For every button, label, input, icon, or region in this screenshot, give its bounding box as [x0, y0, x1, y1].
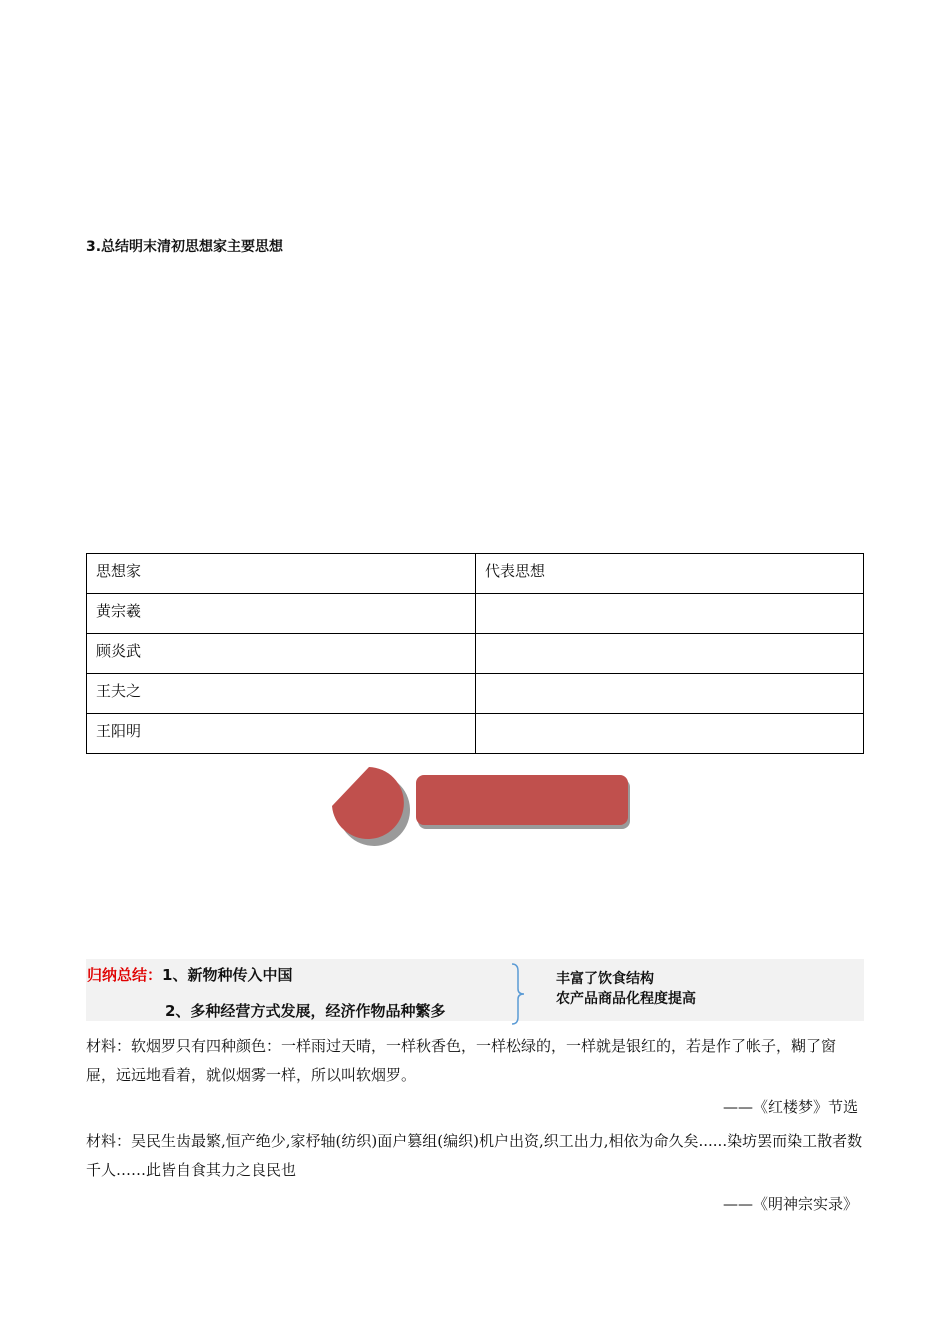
- summary-result-1: 丰富了饮食结构: [556, 971, 654, 987]
- table-header-cell: 思想家: [87, 554, 476, 594]
- thinker-name-cell: 黄宗羲: [87, 594, 476, 634]
- material-source-2: ——《明神宗实录》: [722, 1195, 858, 1213]
- thinkers-table: [86, 553, 864, 754]
- table-header-cell: 代表思想: [476, 554, 864, 594]
- summary-item-2: 2、多种经营方式发展，经济作物品种繁多: [165, 1002, 446, 1020]
- summary-line-1: [87, 964, 292, 985]
- material-paragraph-2: 材料：吴民生齿最繁,恒产绝少,家杼轴(纺织)面户篡组(编织)机户出资,织工出力,相依为命久矣......染坊罢而染工散者数千人……此皆自食其力之良民也: [86, 1132, 863, 1179]
- table-row: [87, 714, 864, 754]
- table-row: [87, 674, 864, 714]
- decorative-round-shape: [329, 764, 413, 852]
- thinker-name-cell: 王阳明: [87, 714, 476, 754]
- material-paragraph-1: 材料：软烟罗只有四种颜色：一样雨过天晴，一样秋香色，一样松绿的，一样就是银红的，若是作了帐子，糊了窗屉，远远地看着，就似烟雾一样，所以叫软烟罗。: [86, 1037, 837, 1084]
- table-header-row: [87, 554, 864, 594]
- thinker-name-cell: 顾炎武: [87, 634, 476, 674]
- thought-cell[interactable]: [476, 714, 864, 754]
- thought-cell[interactable]: [476, 634, 864, 674]
- table-row: [87, 594, 864, 634]
- summary-item-1: 1、新物种传入中国: [162, 966, 293, 984]
- decorative-banner-shape: [416, 775, 628, 825]
- summary-result-2: 农产品商品化程度提高: [556, 991, 696, 1007]
- thinker-name-cell: 王夫之: [87, 674, 476, 714]
- material-source-1: ——《红楼梦》节选: [722, 1098, 858, 1116]
- table-row: [87, 634, 864, 674]
- section-heading: 3.总结明末清初思想家主要思想: [86, 239, 284, 255]
- brace-icon: [510, 963, 526, 1029]
- thought-cell[interactable]: [476, 594, 864, 634]
- thought-cell[interactable]: [476, 674, 864, 714]
- summary-label: 归纳总结：: [87, 966, 163, 984]
